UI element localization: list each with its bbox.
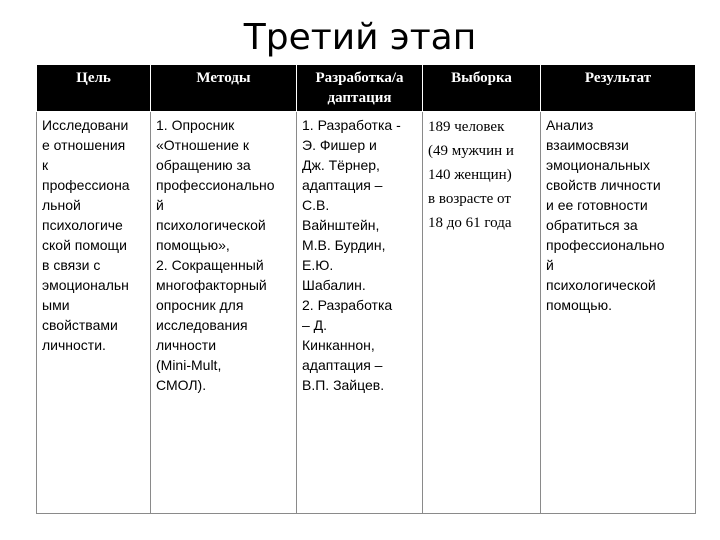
cell-result: Анализ взаимосвязи эмоциональных свойств личности и ее готовности обратиться за профессионально й психологической помощью.	[541, 112, 696, 514]
cell-methods: 1. Опросник «Отношение к обращению за профессионально й психологической помощью», 2. Сокращенный многофакторный опросник для исследования личности (Mini-Mult, СМОЛ).	[151, 112, 297, 514]
table-row	[37, 112, 696, 514]
data-table	[36, 64, 696, 514]
header-sample: Выборка	[423, 65, 541, 112]
cell-goal: Исследовани е отношения к профессиона льной психологиче ской помощи в связи с эмоциональн ыми свойствами личности.	[37, 112, 151, 514]
cell-development: 1. Разработка - Э. Фишер и Дж. Тёрнер, адаптация – С.В. Вайнштейн, М.В. Бурдин, Е.Ю. Шабалин. 2. Разработка – Д. Кинканнон, адаптация – В.П. Зайцев.	[297, 112, 423, 514]
header-development: Разработка/а даптация	[297, 65, 423, 112]
slide-title: Третий этап	[243, 17, 477, 58]
header-methods: Методы	[151, 65, 297, 112]
header-goal: Цель	[37, 65, 151, 112]
cell-sample: 189 человек (49 мужчин и 140 женщин) в возрасте от 18 до 61 года	[423, 112, 541, 514]
header-result: Результат	[541, 65, 696, 112]
table-header-row	[37, 65, 696, 112]
